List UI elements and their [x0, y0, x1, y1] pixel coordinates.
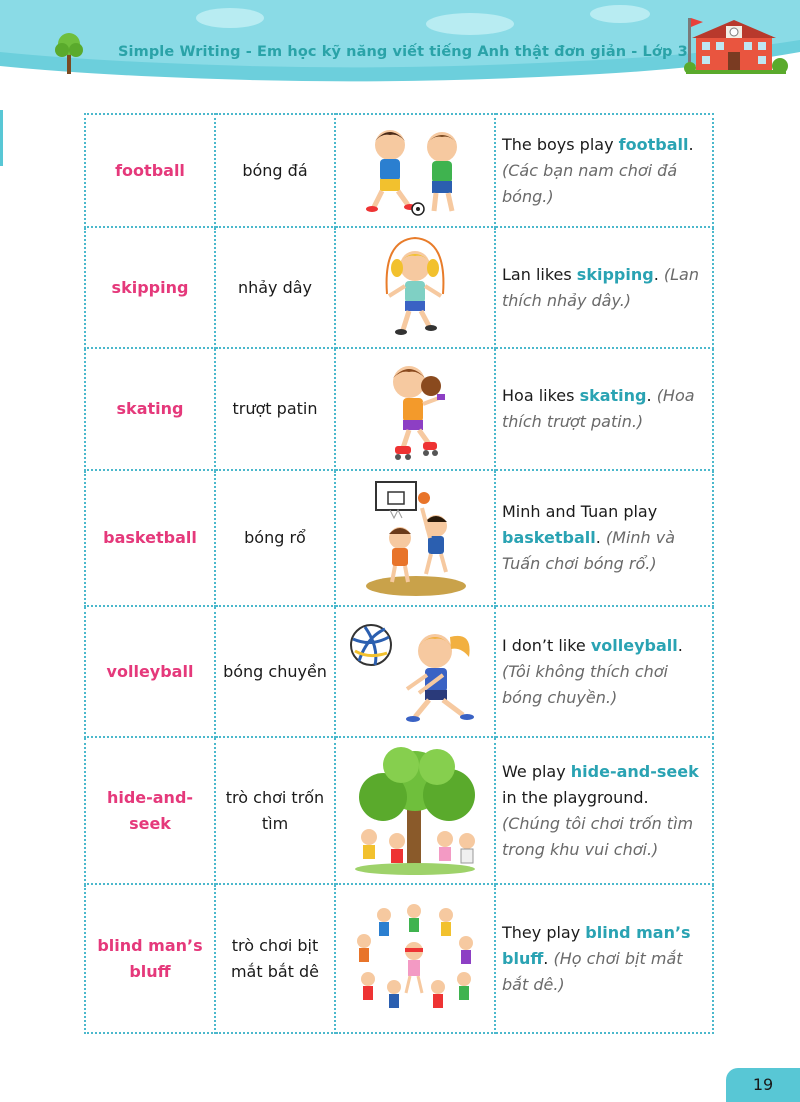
sentence-translation: (Họ chơi bịt mắt bắt dê.): [502, 948, 683, 994]
sentence-keyword: skating: [579, 386, 647, 405]
sentence-text: .: [543, 948, 549, 968]
table-row: [85, 348, 713, 470]
sentence-text: .: [653, 264, 659, 284]
meaning-cell: [215, 884, 335, 1033]
sentence-translation: (Hoa thích trượt patin.): [502, 386, 695, 431]
vocabulary-table: [84, 113, 714, 1034]
word-cell: [85, 737, 215, 884]
vocab-word: skating: [116, 399, 184, 418]
sentence-text: .: [646, 386, 652, 405]
table-row: [85, 114, 713, 227]
sentence-keyword: football: [618, 134, 689, 154]
example-sentence: [496, 755, 712, 867]
sentence-text: Minh and Tuan play: [502, 502, 658, 521]
sentence-cell: [495, 470, 713, 606]
word-cell: [85, 606, 215, 737]
meaning-cell: [215, 606, 335, 737]
vocab-meaning: bóng đá: [242, 160, 308, 180]
boys-playing-football-picture: [360, 123, 470, 219]
vocab-meaning: trượt patin: [232, 399, 318, 418]
vocab-word: skipping: [111, 277, 189, 297]
header-title: Simple Writing - Em học kỹ năng viết tiếng Anh thật đơn giản - Lớp 3: [118, 44, 688, 60]
word-cell: [85, 348, 215, 470]
sentence-keyword: skipping: [576, 264, 654, 284]
vocab-meaning: trò chơi bịt mắt bắt dê: [230, 935, 320, 981]
sentence-keyword: volleyball: [590, 635, 678, 655]
sentence-keyword: basketball: [502, 528, 596, 547]
example-sentence: [496, 629, 712, 715]
picture-cell: [335, 737, 495, 884]
vocab-word: hide-and-seek: [106, 787, 194, 833]
sentence-keyword: blind man’s bluff: [502, 922, 691, 968]
picture-cell: [335, 606, 495, 737]
sentence-cell: [495, 884, 713, 1033]
sentence-translation: (Chúng tôi chơi trốn tìm trong khu vui chơi.): [502, 813, 694, 859]
table-row: [85, 884, 713, 1033]
vocab-word: football: [115, 160, 185, 180]
word-cell: [85, 470, 215, 606]
sentence-text: .: [595, 528, 601, 547]
girl-skipping-rope-picture: [365, 234, 465, 342]
sentence-cell: [495, 737, 713, 884]
sentence-keyword: hide-and-seek: [570, 761, 699, 781]
sentence-text: Hoa likes: [502, 386, 580, 405]
vocab-word: basketball: [103, 528, 197, 547]
sentence-translation: (Lan thích nhảy dây.): [502, 264, 699, 310]
picture-cell: [335, 114, 495, 227]
word-cell: [85, 227, 215, 348]
meaning-cell: [215, 470, 335, 606]
page-number: 19: [726, 1068, 800, 1102]
example-sentence: [496, 379, 712, 439]
picture-cell: [335, 884, 495, 1033]
meaning-cell: [215, 114, 335, 227]
sentence-translation: (Tôi không thích chơi bóng chuyền.): [502, 661, 668, 707]
sentence-cell: [495, 348, 713, 470]
sentence-cell: [495, 606, 713, 737]
meaning-cell: [215, 737, 335, 884]
table-row: [85, 737, 713, 884]
sentence-text: I don’t like: [502, 635, 591, 655]
picture-cell: [335, 227, 495, 348]
example-sentence: [496, 916, 712, 1002]
sentence-text: We play: [502, 761, 571, 781]
kids-blind-mans-bluff-picture: [350, 901, 480, 1017]
vocab-meaning: trò chơi trốn tìm: [225, 787, 325, 833]
sentence-text: They play: [502, 922, 586, 942]
girl-playing-volleyball-picture: [345, 617, 485, 727]
girl-roller-skating-picture: [365, 354, 465, 464]
kids-hide-and-seek-tree-picture: [345, 745, 485, 877]
table-row: [85, 606, 713, 737]
vocab-meaning: bóng rổ: [244, 528, 306, 547]
sentence-cell: [495, 227, 713, 348]
picture-cell: [335, 348, 495, 470]
table-row: [85, 227, 713, 348]
example-sentence: [496, 495, 712, 581]
vocab-word: volleyball: [106, 661, 194, 681]
table-row: [85, 470, 713, 606]
meaning-cell: [215, 348, 335, 470]
sentence-text: Lan likes: [502, 264, 577, 284]
example-sentence: [496, 258, 712, 318]
sentence-cell: [495, 114, 713, 227]
sentence-translation: (Minh và Tuấn chơi bóng rổ.): [502, 528, 676, 573]
page-header: [0, 0, 800, 95]
example-sentence: [496, 128, 712, 214]
left-edge-tab: [0, 110, 3, 166]
word-cell: [85, 114, 215, 227]
sentence-text: .: [677, 635, 683, 655]
sentence-text: in the playground.: [502, 787, 649, 807]
boys-playing-basketball-picture: [360, 478, 470, 598]
word-cell: [85, 884, 215, 1033]
vocab-word: blind man’s bluff: [97, 935, 203, 981]
sentence-translation: (Các bạn nam chơi đá bóng.): [502, 160, 678, 206]
meaning-cell: [215, 227, 335, 348]
picture-cell: [335, 470, 495, 606]
vocab-meaning: bóng chuyền: [223, 661, 327, 681]
sentence-text: The boys play: [502, 134, 619, 154]
vocab-meaning: nhảy dây: [237, 277, 313, 297]
sentence-text: .: [688, 134, 694, 154]
